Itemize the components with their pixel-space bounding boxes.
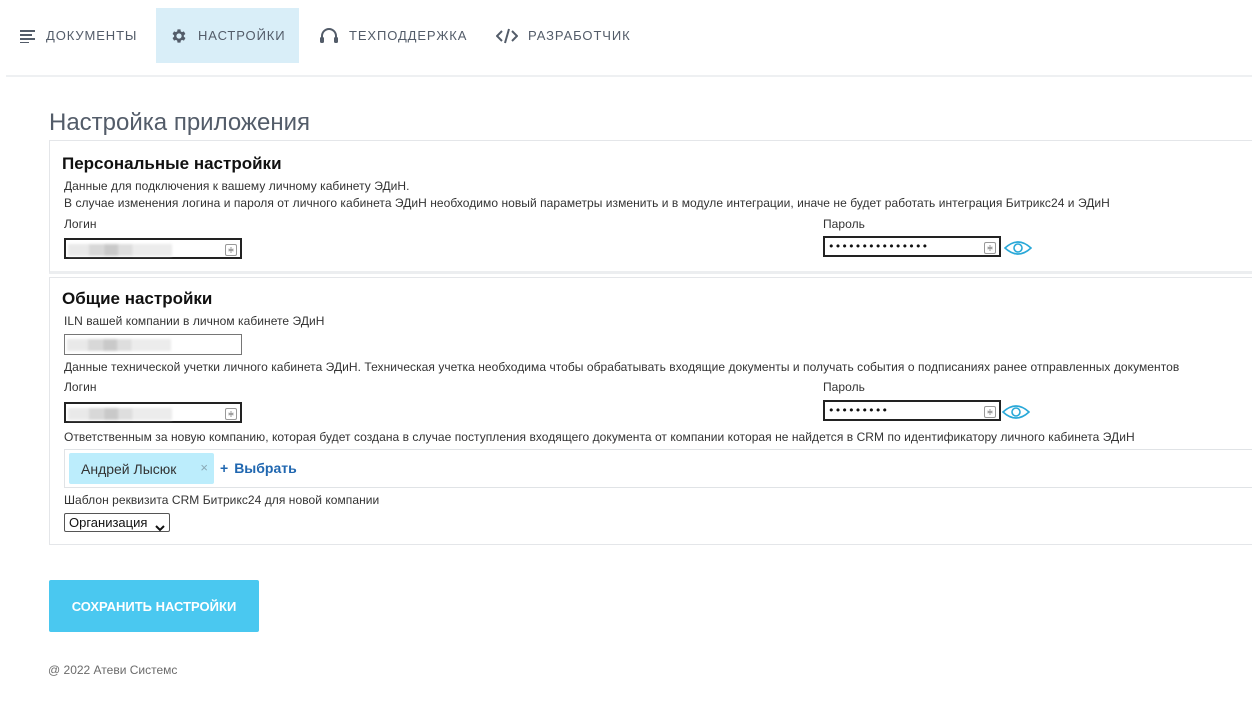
- footer-copyright: @ 2022 Атеви Системс: [48, 663, 178, 677]
- password-label: Пароль: [823, 380, 865, 394]
- save-settings-button[interactable]: СОХРАНИТЬ НАСТРОЙКИ: [49, 580, 259, 632]
- nav-tab-settings[interactable]: [156, 8, 299, 63]
- gear-icon: [170, 27, 188, 45]
- show-password-eye-icon[interactable]: [1002, 404, 1030, 424]
- select-user-label: Выбрать: [234, 460, 297, 476]
- general-settings-section: [49, 277, 1252, 545]
- responsible-user-picker[interactable]: [64, 449, 1252, 488]
- section-title: Общие настройки: [62, 289, 213, 308]
- tech-account-description: Данные технической учетки личного кабинета ЭДиН. Техническая учетка необходима чтобы обрабатывать входящие документы и получать события о подписаниях ранее отправленных документов: [64, 360, 1180, 374]
- nav-label: НАСТРОЙКИ: [198, 28, 286, 43]
- template-selected-value: Организация: [69, 515, 148, 530]
- select-user-link[interactable]: [220, 460, 297, 476]
- tech-login-input[interactable]: [64, 402, 242, 423]
- section-title: Персональные настройки: [62, 154, 282, 173]
- autofill-key-icon[interactable]: [984, 404, 996, 423]
- login-label: Логин: [64, 217, 97, 231]
- chevron-down-icon: [155, 519, 165, 536]
- autofill-key-icon[interactable]: [225, 242, 237, 261]
- remove-user-icon[interactable]: ×: [200, 460, 208, 475]
- nav-label: ТЕХПОДДЕРЖКА: [349, 28, 468, 43]
- tech-password-input[interactable]: [823, 400, 1001, 421]
- iln-label: ILN вашей компании в личном кабинете ЭДиН: [64, 314, 325, 328]
- list-icon: [20, 29, 36, 43]
- login-label: Логин: [64, 380, 97, 394]
- nav-label: ДОКУМЕНТЫ: [46, 28, 138, 43]
- password-value: •••••••••••••••: [828, 240, 929, 253]
- autofill-key-icon[interactable]: [225, 406, 237, 425]
- redacted-value: [68, 408, 172, 420]
- iln-input[interactable]: [64, 334, 242, 355]
- plus-icon: +: [220, 460, 229, 476]
- personal-password-input[interactable]: [823, 236, 1001, 257]
- top-nav: [6, 0, 1252, 77]
- personal-settings-section: [49, 140, 1252, 274]
- password-value: •••••••••: [828, 404, 889, 417]
- show-password-eye-icon[interactable]: [1004, 240, 1032, 260]
- template-label: Шаблон реквизита CRM Битрикс24 для новой компании: [64, 493, 380, 507]
- headset-icon: [319, 27, 339, 45]
- autofill-key-icon[interactable]: [984, 240, 996, 259]
- responsible-label: Ответственным за новую компанию, которая будет создана в случае поступления входящего документа от компании которая не найдется в CRM по идентификатору личного кабинета ЭДиН: [64, 430, 1135, 444]
- selected-user-chip: [69, 453, 214, 484]
- nav-label: РАЗРАБОТЧИК: [528, 28, 631, 43]
- user-name: Андрей Лысюк: [81, 460, 177, 477]
- redacted-value: [67, 339, 171, 351]
- personal-description: Данные для подключения к вашему личному кабинету ЭДиН.: [64, 179, 410, 193]
- redacted-value: [68, 244, 172, 256]
- nav-tab-documents[interactable]: [20, 8, 150, 63]
- template-select[interactable]: [64, 513, 170, 532]
- password-label: Пароль: [823, 217, 865, 231]
- code-icon: [496, 28, 518, 44]
- personal-login-input[interactable]: [64, 238, 242, 259]
- nav-tab-support[interactable]: [319, 8, 469, 63]
- nav-tab-developer[interactable]: [496, 8, 636, 63]
- page-title: Настройка приложения: [49, 109, 310, 136]
- personal-warning: В случае изменения логина и пароля от личного кабинета ЭДиН необходимо новый параметры изменить и в модуле интеграции, иначе не будет работать интеграция Битрикс24 и ЭДиН: [64, 196, 1110, 210]
